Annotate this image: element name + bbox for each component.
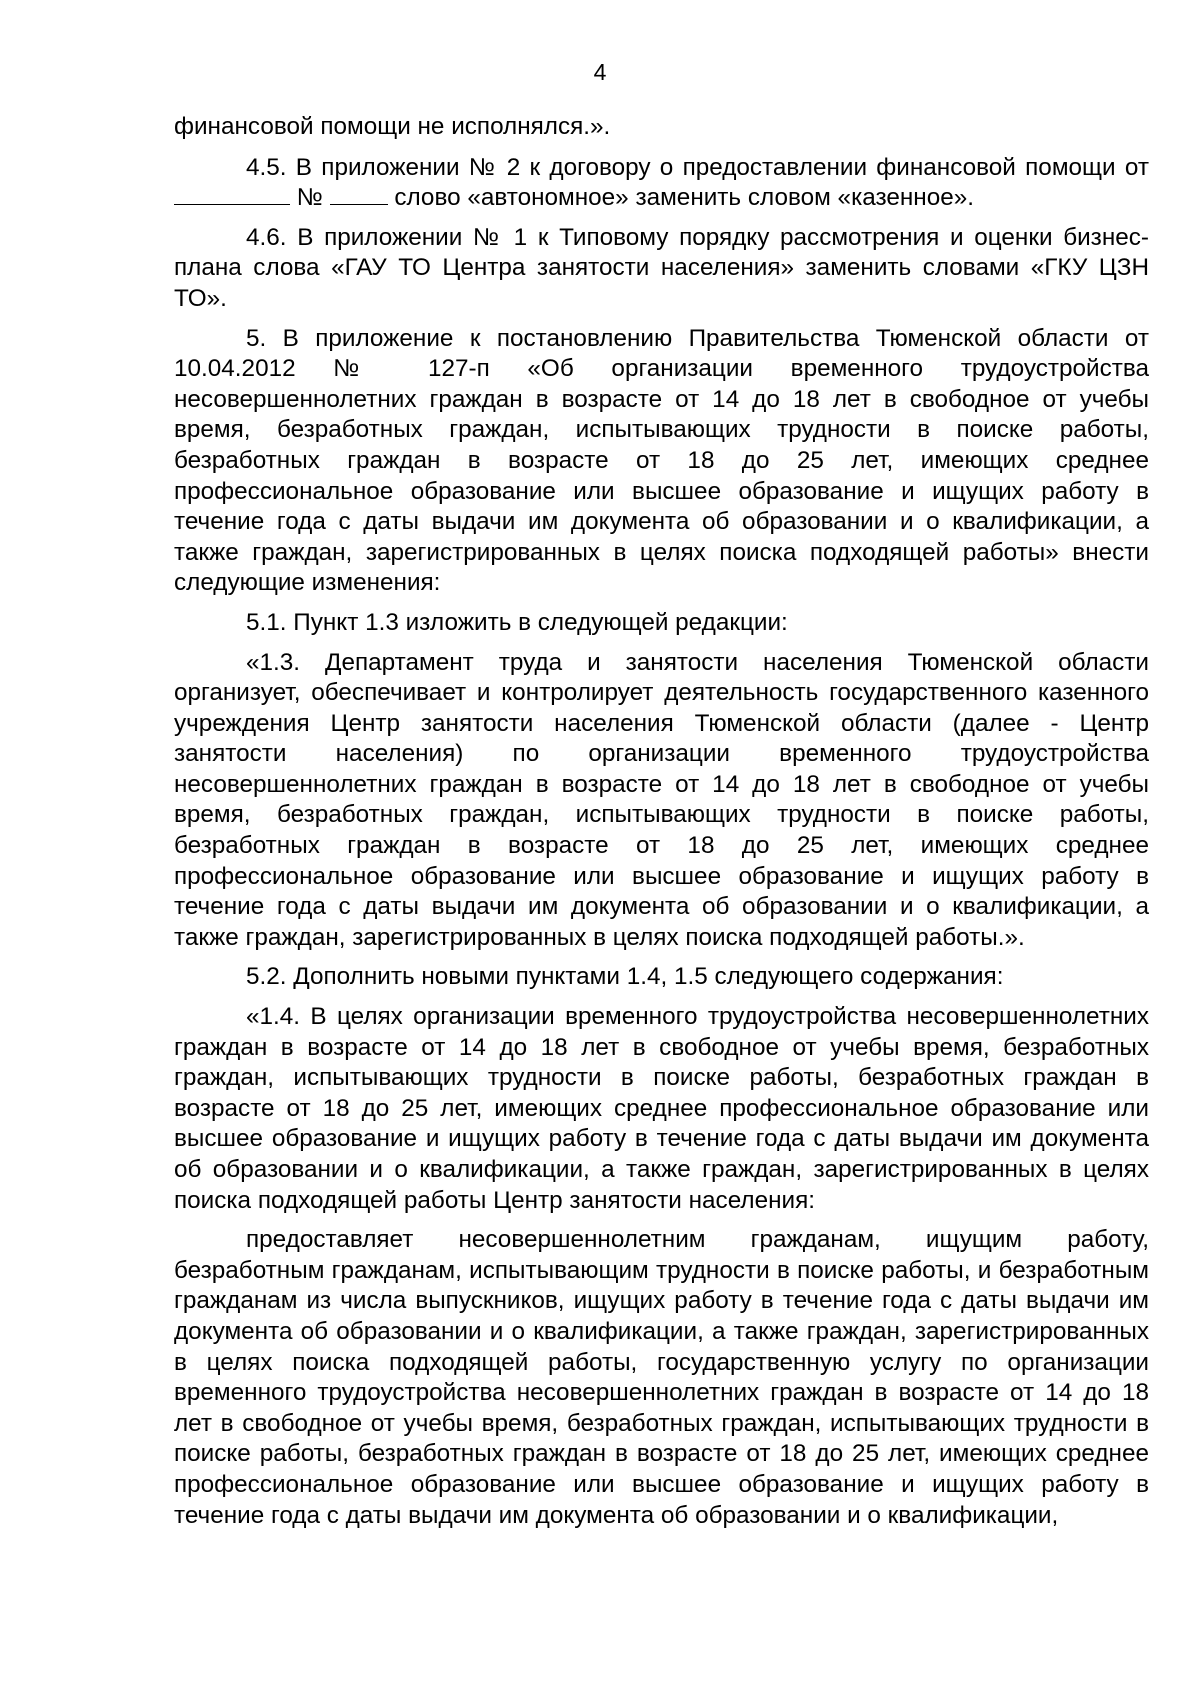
contract-date-blank [174,184,290,205]
document-body [174,112,1149,1531]
paragraph-5-1: 5.1. Пункт 1.3 изложить в следующей редакции: [246,608,788,636]
contract-number-blank [330,184,388,205]
paragraph-continuation: финансовой помощи не исполнялся.». [174,113,611,140]
paragraph-5-2: 5.2. Дополнить новыми пунктами 1.4, 1.5 следующего содержания: [246,963,1004,991]
paragraph-4-5-text-a: 4.5. В приложении № 2 к договору о предоставлении финансовой помощи от [246,153,1149,181]
paragraph-provides: предоставляет несовершеннолетним гражданам, ищущим работу, безработным гражданам, испытывающим трудности в поиске работы, и безработным гражданам из числа выпускников, ищущих работу в течение года с даты выдачи им документа об образовании и о квалификации, а также граждан, зарегистрированных в целях поиска подходящей работы, государственную услугу по организации временного трудоустройства несовершеннолетних граждан в возрасте от 14 до 18 лет в свободное от учебы время, безработных граждан, испытывающих трудности в поиске работы, безработных граждан в возрасте от 18 до 25 лет, имеющих среднее профессиональное образование или высшее образование и ищущих работу в течение года с даты выдачи им документа об образовании и о квалификации, [174,1226,1149,1529]
paragraph-1-3-quote: «1.3. Департамент труда и занятости населения Тюменской области организует, обеспечивает и контролирует деятельность государственного казенного учреждения Центр занятости населения Тюменской области (далее - Центр занятости населения) по организации временного трудоустройства несовершеннолетних граждан в возрасте от 14 до 18 лет в свободное от учебы время, безработных граждан, испытывающих трудности в поиске работы, безработных граждан в возрасте от 18 до 25 лет, имеющих среднее профессиональное образование или высшее образование и ищущих работу в течение года с даты выдачи им документа об образовании и о квалификации, а также граждан, зарегистрированных в целях поиска подходящей работы.». [174,648,1149,951]
paragraph-4-5-text-b: № [290,184,330,212]
paragraph-4-5-text-c: слово «автономное» заменить словом «казенное». [387,184,974,212]
page-number: 4 [593,59,607,85]
paragraph-4-5 [174,153,1149,214]
paragraph-4-6: 4.6. В приложении № 1 к Типовому порядку рассмотрения и оценки бизнес-плана слова «ГАУ ТО Центра занятости населения» заменить словами «ГКУ ЦЗН ТО». [174,223,1149,312]
paragraph-1-4-quote: «1.4. В целях организации временного трудоустройства несовершеннолетних граждан в возрасте от 14 до 18 лет в свободное от учебы время, безработных граждан, испытывающих трудности в поиске работы, безработных граждан в возрасте от 18 до 25 лет, имеющих среднее профессиональное образование или высшее образование и ищущих работу в течение года с даты выдачи им документа об образовании и о квалификации, а также граждан, зарегистрированных в целях поиска подходящей работы Центр занятости населения: [174,1003,1149,1214]
paragraph-5: 5. В приложение к постановлению Правительства Тюменской области от 10.04.2012 № 127-п «Об организации временного трудоустройства несовершеннолетних граждан в возрасте от 14 до 18 лет в свободное от учебы время, безработных граждан, испытывающих трудности в поиске работы, безработных граждан в возрасте от 18 до 25 лет, имеющих среднее профессиональное образование или высшее образование и ищущих работу в течение года с даты выдачи им документа об образовании и о квалификации, а также граждан, зарегистрированных в целях поиска подходящей работы» внести следующие изменения: [174,324,1149,597]
